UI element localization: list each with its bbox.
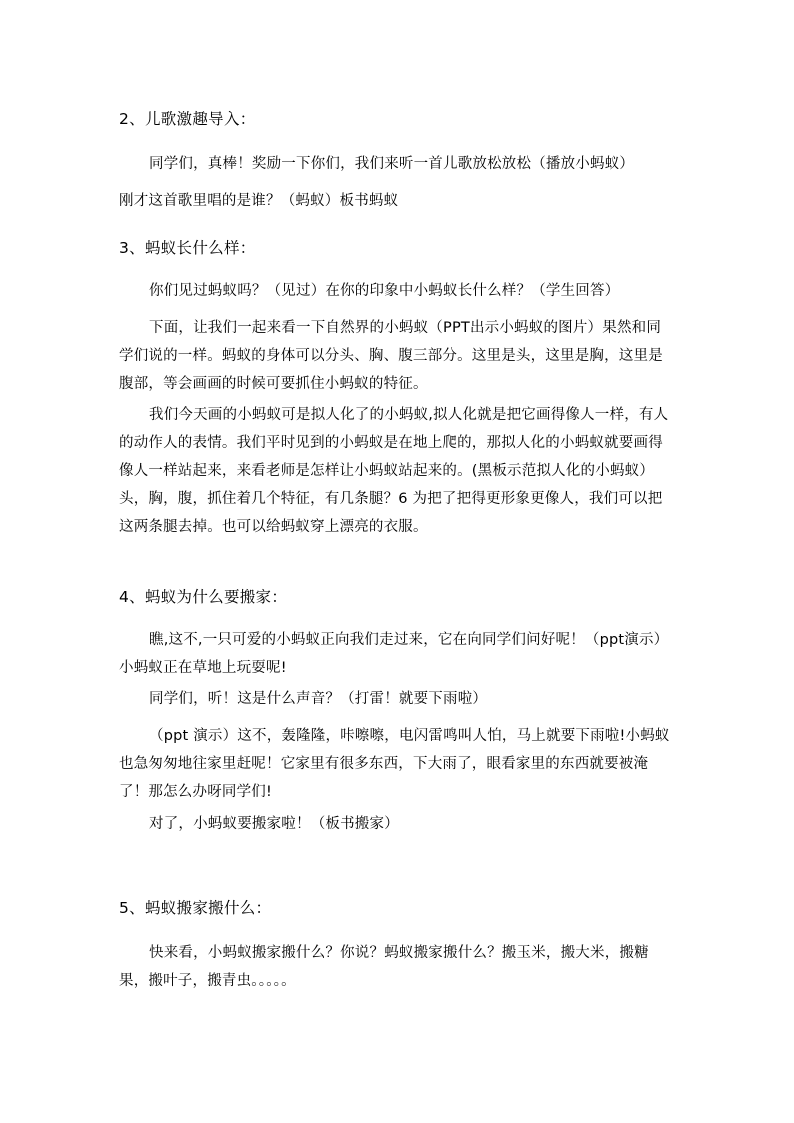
- paragraph-4-1: 瞧,这不,一只可爱的小蚂蚁正向我们走过来，它在向同学们问好呢！（ppt演示）小蚂蚁正在草地上玩耍呢!: [119, 632, 669, 676]
- paragraph-4-4: 对了，小蚂蚁要搬家啦！（板书搬家）: [149, 816, 399, 832]
- paragraph-2-2: 刚才这首歌里唱的是谁？（蚂蚁）板书蚂蚁: [119, 193, 399, 209]
- paragraph-3-1: 你们见过蚂蚁吗？（见过）在你的印象中小蚂蚁长什么样？（学生回答）: [149, 283, 620, 299]
- section-heading-5: 5、蚂蚁搬家搬什么：: [119, 899, 272, 917]
- paragraph-4-3: （ppt 演示）这不，轰隆隆，咔嚓嚓，电闪雷鸣叫人怕，马上就要下雨啦!小蚂蚁也急匆匆地往家里赶呢！它家里有很多东西，下大雨了，眼看家里的东西就要被淹了！那怎么办呀同学们!: [119, 728, 670, 800]
- paragraph-3-3: 我们今天画的小蚂蚁可是拟人化了的小蚂蚁,拟人化就是把它画得像人一样，有人的动作人的表情。我们平时见到的小蚂蚁是在地上爬的，那拟人化的小蚂蚁就要画得像人一样站起来，来看老师是怎样让小蚂蚁站起来的。(黑板示范拟人化的小蚂蚁）头，胸，腹，抓住着几个特征，有几条腿？6 为把了把得更形象更像人，我们可以把这两条腿去掉。也可以给蚂蚁穿上漂亮的衣服。: [119, 407, 669, 535]
- paragraph-3-2: 下面，让我们一起来看一下自然界的小蚂蚁（PPT出示小蚂蚁的图片）果然和同学们说的一样。蚂蚁的身体可以分头、胸、腹三部分。这里是头，这里是胸，这里是腹部，等会画画的时候可要抓住小蚂蚁的特征。: [119, 320, 663, 392]
- section-heading-2: 2、儿歌激趣导入：: [119, 110, 256, 128]
- paragraph-2-1: 同学们，真棒！奖励一下你们，我们来听一首儿歌放松放松（播放小蚂蚁）: [149, 156, 635, 172]
- section-heading-4: 4、蚂蚁为什么要搬家：: [119, 588, 288, 606]
- section-heading-3: 3、蚂蚁长什么样：: [119, 239, 256, 257]
- paragraph-4-2: 同学们，听！这是什么声音？（打雷！就要下雨啦）: [149, 691, 488, 707]
- paragraph-5-1: 快来看，小蚂蚁搬家搬什么？你说？蚂蚁搬家搬什么？搬玉米，搬大米，搬糖果，搬叶子，搬青虫。。。。。: [119, 945, 649, 989]
